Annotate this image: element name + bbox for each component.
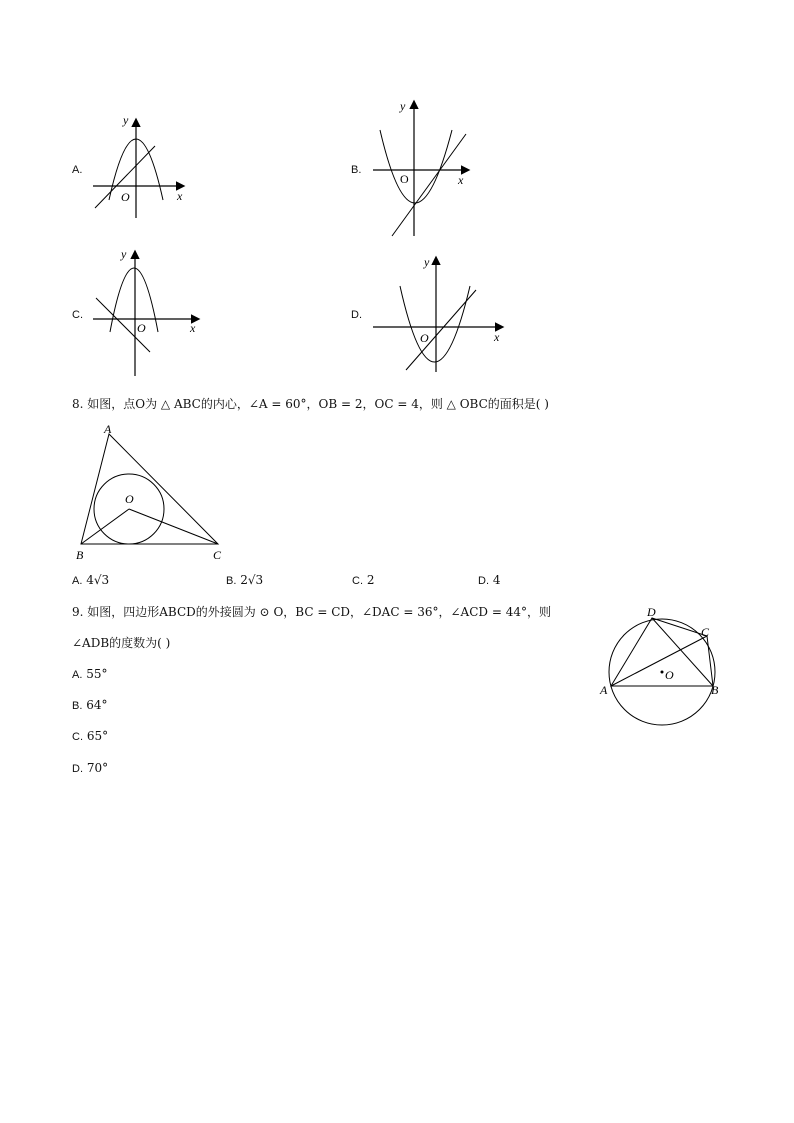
- origin-label: O: [121, 190, 130, 204]
- diagonal-ac: [611, 636, 707, 686]
- q7-graph-d: [370, 252, 510, 374]
- vertex-d-label: D: [647, 605, 656, 619]
- q8-option-b: B. 2√3: [226, 573, 264, 587]
- q7-option-d-label: D.: [351, 309, 362, 321]
- y-label: y: [424, 255, 430, 269]
- q7-option-c-label: C.: [72, 309, 83, 321]
- q9-option-c: C. 65°: [72, 729, 109, 743]
- segment-oc: [129, 509, 218, 544]
- q8-option-c: C. 2: [352, 573, 375, 587]
- vertex-b-label: B: [711, 683, 719, 697]
- q7-graph-c: [88, 246, 203, 378]
- q7-graph-a: [85, 108, 195, 220]
- x-label: x: [177, 189, 183, 203]
- center-dot: [661, 671, 664, 674]
- q7-graph-b: [368, 96, 478, 238]
- vertex-c-label: C: [701, 625, 710, 639]
- q7-option-a-label: A.: [72, 164, 83, 176]
- vertex-a-label: A: [104, 422, 112, 436]
- q9-option-d: D. 70°: [72, 761, 109, 775]
- parabola: [400, 286, 470, 362]
- question-9-text-line2: ∠ADB的度数为( ): [72, 636, 171, 650]
- origin-label: O: [137, 321, 146, 335]
- x-label: x: [494, 330, 500, 344]
- x-label: x: [458, 173, 464, 187]
- vertex-a-label: A: [600, 683, 608, 697]
- y-label: y: [123, 113, 129, 127]
- center-o-label: O: [665, 668, 674, 682]
- q9-option-a: A. 55°: [72, 667, 108, 681]
- quadrilateral-abcd: [611, 618, 713, 686]
- q7-option-b-label: B.: [351, 164, 362, 176]
- triangle-abc: [81, 434, 218, 544]
- q9-option-b: B. 64°: [72, 698, 108, 712]
- q8-option-a: A. 4√3: [72, 573, 110, 587]
- y-label: y: [400, 99, 406, 113]
- vertex-b-label: B: [76, 548, 84, 562]
- question-8-text: 8. 如图，点O为 △ ABC的内心，∠A = 60°，OB = 2，OC = 4，则 △ OBC的面积是( ): [72, 397, 549, 411]
- origin-label: O: [400, 172, 409, 186]
- line: [406, 290, 476, 370]
- q8-option-d: D. 4: [478, 573, 501, 587]
- y-label: y: [121, 247, 127, 261]
- vertex-c-label: C: [213, 548, 222, 562]
- q9-circle-figure: [596, 600, 726, 728]
- origin-label: O: [420, 331, 429, 345]
- x-label: x: [190, 321, 196, 335]
- q8-triangle-figure: [72, 420, 237, 566]
- center-o-label: O: [125, 492, 134, 506]
- parabola: [380, 130, 452, 203]
- parabola: [110, 268, 158, 332]
- question-9-text-line1: 9. 如图，四边形ABCD的外接圆为 ⊙ O，BC = CD，∠DAC = 36°，∠ACD = 44°，则: [72, 605, 551, 619]
